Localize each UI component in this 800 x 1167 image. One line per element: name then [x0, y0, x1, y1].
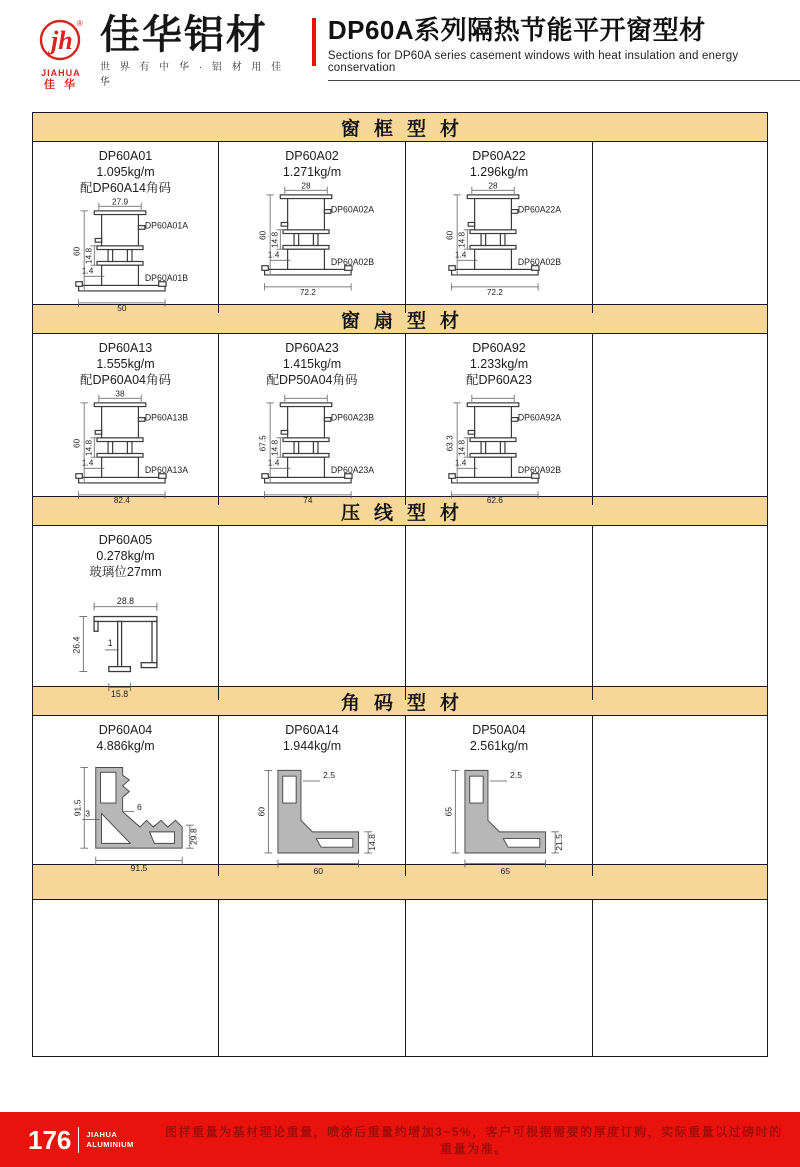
section-header-frame — [33, 113, 767, 142]
profile-drawing — [413, 390, 585, 505]
empty-cell — [593, 142, 769, 313]
brand-en: JIAHUA — [41, 68, 81, 78]
table-row-sash — [33, 334, 767, 506]
title-block — [328, 16, 800, 81]
profile-drawing — [40, 390, 212, 505]
profile-code: DP60A92 — [472, 341, 526, 355]
profile-code: DP60A13 — [98, 341, 153, 355]
dim-wall: 2.5 — [510, 770, 523, 781]
part-label-top: DP60A92A — [517, 412, 562, 423]
part-label-bottom: DP60A02B — [517, 256, 562, 267]
brand-tagline: 世 界 有 中 华 · 铝 材 用 佳 华 — [99, 62, 285, 88]
dim-top: 28 — [488, 181, 498, 191]
dim-bottom: 62.6 — [486, 496, 503, 506]
dim-bottom: 65 — [500, 866, 511, 877]
empty-cell — [593, 716, 769, 876]
dim-top: 27.9 — [111, 197, 128, 207]
dim-left: 26.4 — [70, 636, 81, 654]
brand-sub-cn: 佳 华 — [43, 78, 78, 91]
dim-left: 60 — [445, 230, 455, 240]
section-title: 角码型材 — [340, 692, 473, 714]
dim-wall: 1.4 — [267, 250, 280, 260]
empty-cell — [593, 900, 769, 1056]
brand-name: 佳华铝材 — [99, 13, 268, 57]
profile-weight: 4.886kg/m — [96, 739, 155, 753]
profile-cell-dp60a04 — [33, 716, 219, 876]
profile-code: DP60A14 — [285, 723, 339, 737]
profile-weight: 1.555kg/m — [96, 357, 155, 371]
profile-cell-dp60a14 — [219, 716, 406, 876]
table-row-corner — [33, 716, 767, 877]
profile-cell-dp60a13 — [33, 334, 219, 505]
profile-code: DP60A01 — [98, 149, 153, 163]
dim-bottom: 50 — [116, 304, 126, 314]
profile-drawing — [415, 756, 583, 876]
profiles-table — [32, 112, 768, 1057]
empty-cell — [406, 900, 593, 1056]
profile-note: 配DP60A14角码 — [79, 181, 171, 195]
footer-brand-line2: ALUMINIUM — [86, 1139, 134, 1149]
dim-mid: 14.8 — [84, 247, 93, 265]
profile-code: DP60A05 — [98, 533, 153, 547]
profile-drawing — [40, 592, 212, 700]
dim-wall: 1.4 — [454, 458, 467, 468]
part-label-bottom: DP60A13A — [144, 464, 188, 475]
profile-code: DP50A04 — [472, 723, 526, 737]
dim-wall: 1.4 — [454, 250, 467, 260]
footer-divider — [78, 1127, 79, 1153]
dim-right: 14.8 — [366, 834, 377, 851]
profile-note: 玻璃位27mm — [89, 565, 162, 579]
profile-cell-dp60a05 — [33, 526, 219, 700]
dim-left: 63.3 — [445, 435, 455, 452]
dim-top: 28.8 — [116, 595, 134, 606]
profile-drawing — [228, 756, 396, 876]
page-footer — [0, 1112, 800, 1167]
profile-cell-dp60a02 — [219, 142, 406, 313]
dim-left: 60 — [258, 230, 268, 240]
dim-left: 91.5 — [71, 799, 82, 817]
empty-cell — [406, 526, 593, 700]
empty-cell — [593, 334, 769, 505]
footer-note: 图样重量为基材理论重量，喷涂后重量约增加3~5%，客户可根据需要的厚度订购，实际重量以过磅时的重量为准。 — [165, 1124, 783, 1156]
dim-bottom: 91.5 — [130, 863, 147, 874]
table-row-frame — [33, 142, 767, 314]
part-label-bottom: DP60A23A — [330, 464, 375, 475]
part-label-top: DP60A02A — [330, 204, 375, 215]
page-header — [0, 0, 800, 92]
profile-note: 配DP60A04角码 — [79, 373, 171, 387]
profile-weight: 1.095kg/m — [96, 165, 155, 179]
profile-note: 配DP60A23 — [465, 373, 532, 387]
dim-wall: 1.4 — [81, 458, 93, 468]
profile-drawing — [413, 182, 585, 297]
empty-cell — [593, 526, 769, 700]
dim-wall: 1.4 — [81, 266, 93, 276]
page-subtitle: Sections for DP60A series casement windows with heat insulation and energy conservation — [327, 49, 739, 74]
footer-brand — [86, 1130, 133, 1149]
dim-left: 60 — [72, 246, 82, 256]
dim-mid: 14.8 — [270, 231, 280, 249]
empty-cell — [33, 900, 219, 1056]
registered-icon: ® — [76, 19, 83, 28]
profile-cell-dp60a01 — [33, 142, 219, 313]
profile-drawing — [42, 756, 210, 876]
dim-bottom: 82.4 — [113, 496, 130, 506]
jiahua-logo-emblem — [37, 16, 85, 64]
dim-right: 29.8 — [188, 828, 199, 846]
dim-inner: 6 — [136, 801, 142, 812]
profile-drawing — [226, 182, 398, 297]
profile-cell-dp60a23 — [219, 334, 406, 505]
profile-weight: 1.271kg/m — [282, 165, 342, 179]
dim-top: 38 — [114, 389, 125, 399]
profile-code: DP60A22 — [472, 149, 526, 163]
dim-bottom: 60 — [313, 866, 324, 877]
profile-cell-dp60a92 — [406, 334, 593, 505]
empty-cell — [219, 900, 406, 1056]
logo-block — [28, 16, 94, 92]
part-label-top: DP60A13B — [144, 412, 188, 423]
dim-right: 21.5 — [553, 834, 564, 851]
part-label-top: DP60A01A — [144, 220, 188, 231]
profile-drawing — [226, 390, 398, 505]
brand-block — [100, 14, 298, 88]
profile-note: 配DP50A04角码 — [266, 373, 358, 387]
section-title: 压线型材 — [340, 502, 473, 524]
dim-mid: 14.8 — [84, 439, 93, 457]
dim-mid: 14.8 — [457, 439, 467, 457]
section-title: 窗框型材 — [340, 118, 473, 140]
table-row-empty — [33, 900, 767, 1056]
header-divider — [312, 18, 316, 66]
dim-wall: 2.5 — [323, 770, 336, 781]
part-label-bottom: DP60A92B — [517, 464, 562, 475]
dim-bottom: 15.8 — [110, 689, 128, 700]
profile-weight: 1.233kg/m — [469, 357, 529, 371]
dim-left: 67.5 — [258, 435, 268, 452]
part-label-bottom: DP60A01B — [144, 272, 188, 283]
emblem-monogram: jh — [50, 26, 73, 55]
profile-weight: 1.944kg/m — [282, 739, 342, 753]
page-number: 176 — [28, 1124, 72, 1155]
profile-cell-dp50a04 — [406, 716, 593, 876]
dim-bottom: 72.2 — [299, 288, 316, 298]
profile-weight: 0.278kg/m — [96, 549, 155, 563]
dim-wall: 3 — [84, 808, 90, 819]
profile-weight: 2.561kg/m — [469, 739, 529, 753]
dim-wall: 1.4 — [267, 458, 280, 468]
profile-cell-dp60a22 — [406, 142, 593, 313]
profile-code: DP60A02 — [285, 149, 339, 163]
dim-left: 65 — [443, 806, 454, 817]
profile-code: DP60A23 — [285, 341, 339, 355]
dim-top: 28 — [301, 181, 311, 191]
profile-code: DP60A04 — [98, 723, 153, 737]
footer-brand-line1: JIAHUA — [86, 1130, 118, 1140]
dim-wall: 1 — [107, 638, 113, 648]
part-label-top: DP60A22A — [517, 204, 562, 215]
profile-drawing — [40, 198, 212, 313]
dim-left: 60 — [256, 806, 267, 817]
part-label-bottom: DP60A02B — [330, 256, 375, 267]
dim-bottom: 74 — [303, 496, 313, 506]
dim-mid: 14.8 — [270, 439, 280, 457]
part-label-top: DP60A23B — [330, 412, 375, 423]
page-title: DP60A系列隔热节能平开窗型材 — [327, 15, 706, 45]
profile-weight: 1.415kg/m — [282, 357, 342, 371]
dim-left: 60 — [72, 438, 82, 448]
table-row-bead — [33, 526, 767, 700]
section-title: 窗扇型材 — [340, 310, 473, 332]
dim-bottom: 72.2 — [486, 288, 503, 298]
profile-weight: 1.296kg/m — [469, 165, 529, 179]
dim-mid: 14.8 — [457, 231, 467, 249]
empty-cell — [219, 526, 406, 700]
